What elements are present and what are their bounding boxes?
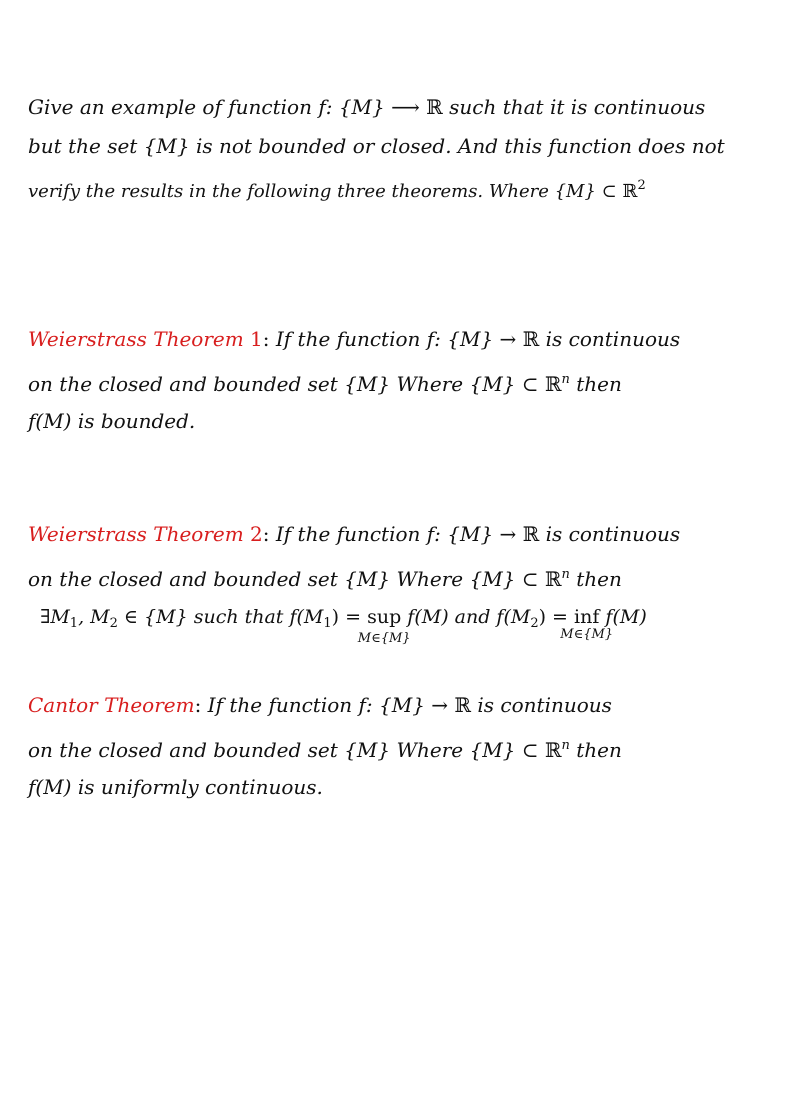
reals-symbol: ℝ: [522, 327, 540, 351]
middle-text: f(M) and f(M: [401, 606, 531, 628]
exponent: n: [561, 738, 570, 753]
subscript: 2: [109, 616, 118, 631]
theorem2-text: If the function f: {M} →: [275, 522, 523, 546]
theorem1-text: on the closed and bounded set {M} Where {M} ⊂: [28, 372, 545, 396]
theorem1-conclusion: f(M) is bounded.: [28, 409, 196, 433]
cantor-name: Cantor Theorem: [28, 693, 195, 717]
domain-set: : {M}: [325, 95, 392, 119]
reals-symbol: ℝ: [544, 567, 562, 591]
theorem2-then: then: [569, 567, 622, 591]
reals-symbol: ℝ: [522, 522, 540, 546]
m-symbol: M: [50, 606, 70, 628]
exponent: 2: [637, 178, 646, 193]
theorem2-number: 2: [250, 522, 263, 546]
reals-symbol: ℝ: [426, 95, 443, 119]
equals: ) =: [538, 606, 575, 628]
equals: ) =: [331, 606, 368, 628]
sup-subscript: M∈{M}: [357, 631, 411, 646]
theorem1-number: 1: [250, 327, 263, 351]
exists-symbol: ∃: [40, 606, 51, 628]
cantor-then: then: [569, 738, 622, 762]
question-text: but the set {M} is not bounded or closed. And this function does not: [28, 134, 725, 158]
subscript: 1: [69, 616, 79, 631]
inf-label: inf: [574, 606, 600, 628]
end-text: f(M): [599, 606, 647, 628]
subscript: 1: [323, 616, 332, 631]
question-line-1: [28, 95, 705, 119]
reals-symbol: ℝ: [454, 693, 472, 717]
subscript: 2: [530, 616, 539, 631]
cantor-conclusion: f(M) is uniformly continuous.: [28, 775, 323, 799]
theorem2-text: on the closed and bounded set {M} Where {M} ⊂: [28, 567, 545, 591]
cantor-line-1: [28, 693, 612, 717]
theorem1-line-2: [28, 368, 622, 396]
theorem1-name: Weierstrass Theorem: [28, 327, 251, 351]
theorem2-name: Weierstrass Theorem: [28, 522, 251, 546]
theorem1-line-3: [28, 409, 195, 433]
reals-symbol: ℝ: [544, 738, 562, 762]
question-text: verify the results in the following three theorems. Where {M} ⊂: [28, 181, 623, 202]
theorem2-line-3: [40, 605, 647, 646]
question-text-end: such that it is continuous: [442, 95, 706, 119]
m2-symbol: , M: [78, 606, 110, 628]
exponent: n: [561, 372, 570, 387]
cantor-line-2: [28, 734, 622, 762]
theorem1-text-end: is continuous: [539, 327, 681, 351]
function-symbol: f: [318, 95, 326, 119]
theorem2-line-2: [28, 563, 622, 591]
infimum-operator: [560, 605, 614, 642]
colon: :: [194, 693, 208, 717]
cantor-line-3: [28, 775, 323, 799]
theorem1-then: then: [569, 372, 622, 396]
theorem1-line-1: [28, 327, 680, 351]
cantor-text: on the closed and bounded set {M} Where {M} ⊂: [28, 738, 545, 762]
theorem1-text: If the function f: {M} →: [275, 327, 523, 351]
sup-label: sup: [367, 606, 402, 628]
inf-subscript: M∈{M}: [560, 627, 614, 642]
exponent: n: [561, 567, 570, 582]
long-arrow-symbol: ⟶: [391, 95, 420, 119]
question-line-3: [28, 174, 646, 204]
theorem2-text-end: is continuous: [539, 522, 681, 546]
reals-symbol: ℝ: [622, 181, 638, 202]
colon: :: [262, 327, 276, 351]
theorem2-line-1: [28, 522, 680, 546]
cantor-text-end: is continuous: [471, 693, 612, 717]
supremum-operator: [357, 605, 411, 646]
reals-symbol: ℝ: [544, 372, 562, 396]
cantor-text: If the function f: {M} →: [207, 693, 455, 717]
question-line-2: [28, 134, 725, 158]
colon: :: [262, 522, 276, 546]
question-text: Give an example of function: [28, 95, 319, 119]
membership-text: ∈ {M} such that f(M: [117, 606, 324, 628]
